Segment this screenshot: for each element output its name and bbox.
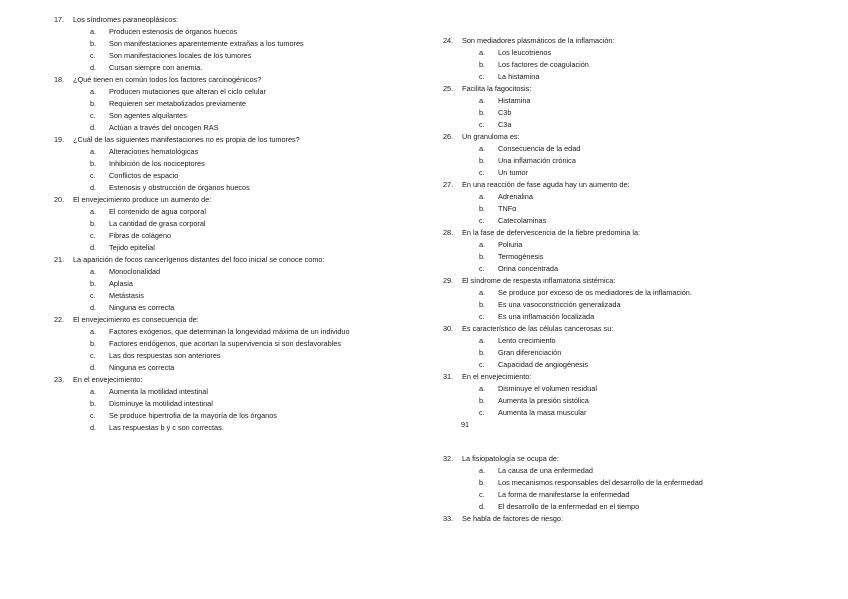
option-text: Catecolaminas [498,216,547,225]
question [54,134,394,194]
question [54,374,394,434]
answer-option [443,359,803,371]
question-text: Son mediadores plasmáticos de la inflamación: [462,36,615,45]
option-letter: a. [479,240,486,249]
option-letter: b. [90,399,97,408]
question-line [443,323,803,335]
option-letter: d. [90,183,97,192]
option-text: Metástasis [109,291,144,300]
question-text: ¿Cuál de las siguientes manifestaciones no es propia de los tumores? [73,135,300,144]
question-line [54,374,394,386]
option-text: Histamina [498,96,531,105]
answer-option [443,299,803,311]
option-letter: c. [479,168,485,177]
right-column [443,35,803,525]
option-letter: a. [479,336,486,345]
question-text: El envejecimiento produce un aumento de: [73,195,212,204]
option-text: Monoclonalidad [109,267,161,276]
question [443,513,803,525]
option-letter: a. [90,267,97,276]
option-text: Inhibición de los nociceptores [109,159,205,168]
option-letter: b. [479,396,486,405]
answer-option [54,386,394,398]
option-text: Fibras de colágeno [109,231,172,240]
question-number: 30. [443,324,454,333]
question-number: 22. [54,315,65,324]
answer-option [443,395,803,407]
question-text: Los síndromes paraneoplásicos: [73,15,179,24]
answer-option [54,206,394,218]
option-text: Actúan a través del oncogen RAS [109,123,219,132]
question-number: 19. [54,135,65,144]
answer-option [54,266,394,278]
question [443,179,803,227]
left-column [54,14,394,434]
question-text: En el envejecimiento: [73,375,143,384]
option-letter: c. [90,351,96,360]
option-letter: b. [479,60,486,69]
option-letter: d. [479,502,486,511]
answer-option [443,191,803,203]
option-text: Aplasia [109,279,133,288]
option-text: La causa de una enfermedad [498,466,593,475]
option-text: Una inflamación crónica [498,156,576,165]
answer-option [54,398,394,410]
question-line [54,194,394,206]
question-text: Es característico de las células cancerosas su: [462,324,614,333]
option-text: Es una inflamación localizada [498,312,595,321]
question-line [54,314,394,326]
answer-option [54,230,394,242]
option-letter: a. [479,192,486,201]
question [443,227,803,275]
option-text: Orina concentrada [498,264,559,273]
question-line [443,83,803,95]
question-line [54,14,394,26]
option-letter: a. [479,288,486,297]
question-text: Un granuloma es: [462,132,520,141]
question-line [54,74,394,86]
option-text: Los mecanismos responsables del desarrollo de la enfermedad [498,478,703,487]
answer-option [443,155,803,167]
answer-option [54,170,394,182]
option-text: Estenosis y obstrucción de órganos huecos [109,183,250,192]
option-letter: a. [90,387,97,396]
option-letter: c. [479,72,485,81]
answer-option [443,383,803,395]
answer-option [54,26,394,38]
question-number: 20. [54,195,65,204]
question-number: 24. [443,36,454,45]
question-number: 27. [443,180,454,189]
question-line [443,35,803,47]
answer-option [443,59,803,71]
question-text: El envejecimiento es consecuencia de: [73,315,199,324]
answer-option [54,38,394,50]
option-letter: a. [90,27,97,36]
option-letter: b. [90,159,97,168]
option-letter: b. [90,339,97,348]
option-letter: d. [90,303,97,312]
answer-option [54,326,394,338]
option-text: La cantidad de grasa corporal [109,219,206,228]
option-letter: b. [479,108,486,117]
question-number: 29. [443,276,454,285]
answer-option [443,71,803,83]
option-text: Ninguna es correcta [109,303,175,312]
question-number: 26. [443,132,454,141]
answer-option [443,489,803,501]
question-number: 23. [54,375,65,384]
question-line [54,134,394,146]
option-letter: a. [90,207,97,216]
option-letter: c. [479,312,485,321]
option-text: Ninguna es correcta [109,363,175,372]
question-number: 32. [443,454,454,463]
option-letter: b. [90,219,97,228]
question [54,254,394,314]
option-text: Conflictos de espacio [109,171,179,180]
question-line [443,275,803,287]
option-text: Lento crecimiento [498,336,556,345]
option-letter: c. [90,411,96,420]
question-line [443,513,803,525]
option-text: La forma de manifestarse la enfermedad [498,490,630,499]
option-letter: a. [479,96,486,105]
spacer [443,431,803,453]
answer-option [443,203,803,215]
option-letter: a. [479,384,486,393]
option-text: Son manifestaciones locales de los tumores [109,51,252,60]
question-number: 28. [443,228,454,237]
question-text: ¿Qué tienen en común todos los factores carcinogénicos? [73,75,262,84]
answer-option [443,239,803,251]
answer-option [443,465,803,477]
option-text: Aumenta la masa muscular [498,408,587,417]
option-letter: c. [90,291,96,300]
option-letter: d. [90,63,97,72]
answer-option [443,167,803,179]
question-text: Facilita la fagocitosis: [462,84,532,93]
option-text: Producen mutaciones que alteran el ciclo celular [109,87,266,96]
question-line [443,371,803,383]
option-text: Requieren ser metabolizados previamente [109,99,247,108]
question-number: 33. [443,514,454,523]
answer-option [443,501,803,513]
option-text: El contenido de agua corporal [109,207,206,216]
question-text: Se habla de factores de riesgo: [462,514,564,523]
question-line [443,179,803,191]
option-letter: b. [479,204,486,213]
question-text: La fisiopatología se ocupa de: [462,454,559,463]
option-text: Cursan siempre con anemia. [109,63,203,72]
option-letter: a. [479,466,486,475]
option-letter: c. [479,120,485,129]
option-text: Son manifestaciones aparentemente extrañas a los tumores [109,39,304,48]
answer-option [443,477,803,489]
answer-option [443,143,803,155]
option-text: Se produce por exceso de os mediadores de la inflamación. [498,288,692,297]
option-letter: a. [90,147,97,156]
option-letter: c. [90,171,96,180]
option-text: Capacidad de angiogénesis [498,360,589,369]
question [54,74,394,134]
question-number: 21. [54,255,65,264]
option-letter: c. [479,360,485,369]
option-text: Aumenta la presión sistólica [498,396,589,405]
option-letter: a. [90,87,97,96]
answer-option [54,410,394,422]
answer-option [443,215,803,227]
answer-option [54,86,394,98]
option-text: Consecuencia de la edad [498,144,581,153]
option-text: Alteraciones hematológicas [109,147,199,156]
option-letter: a. [90,327,97,336]
answer-option [54,146,394,158]
option-text: TNFα [498,204,517,213]
option-letter: b. [479,156,486,165]
answer-option [443,311,803,323]
option-text: Un tumor [498,168,529,177]
option-text: Las respuestas b y c son correctas. [109,423,224,432]
right-column-questions-a [443,35,803,419]
option-text: C3a [498,120,512,129]
option-text: Son agentes alquilantes [109,111,187,120]
answer-option [54,122,394,134]
option-letter: a. [479,144,486,153]
answer-option [54,218,394,230]
answer-option [443,347,803,359]
option-text: Disminuye el volumen residual [498,384,597,393]
answer-option [54,278,394,290]
question-number: 17. [54,15,65,24]
option-letter: b. [90,39,97,48]
question [443,83,803,131]
answer-option [54,302,394,314]
question [443,275,803,323]
option-letter: c. [479,408,485,417]
answer-option [54,50,394,62]
answer-option [443,263,803,275]
answer-option [54,182,394,194]
option-letter: b. [479,348,486,357]
option-letter: c. [90,231,96,240]
option-letter: d. [90,243,97,252]
option-letter: a. [479,48,486,57]
answer-option [54,350,394,362]
option-text: La histamina [498,72,540,81]
answer-option [54,62,394,74]
option-letter: b. [90,99,97,108]
answer-option [54,422,394,434]
option-text: Poliuria [498,240,523,249]
answer-option [443,335,803,347]
question-number: 31. [443,372,454,381]
question [54,314,394,374]
answer-option [54,362,394,374]
option-letter: c. [479,264,485,273]
option-text: El desarrollo de la enfermedad en el tiempo [498,502,640,511]
option-letter: c. [90,111,96,120]
option-letter: b. [90,279,97,288]
question [443,453,803,513]
answer-option [443,47,803,59]
option-letter: b. [479,252,486,261]
option-letter: d. [90,423,97,432]
question [54,14,394,74]
answer-option [443,95,803,107]
question-text: En la fase de defervescencia de la fiebre predomina la: [462,228,641,237]
option-text: Adrenalina [498,192,533,201]
option-text: Las dos respuestas son anteriores [109,351,221,360]
option-letter: d. [90,363,97,372]
option-letter: b. [479,478,486,487]
option-text: Los factores de coagulación [498,60,589,69]
question-line [443,453,803,465]
question-text: En el envejecimiento: [462,372,532,381]
answer-option [443,251,803,263]
answer-option [54,242,394,254]
question-number: 25. [443,84,454,93]
answer-option [443,287,803,299]
question [443,35,803,83]
answer-option [443,119,803,131]
option-text: Tejido epitelial [109,243,155,252]
option-letter: c. [90,51,96,60]
option-letter: d. [90,123,97,132]
option-text: Producen estenosis de órganos huecos [109,27,238,36]
option-text: Aumenta la motilidad intestinal [109,387,208,396]
question [443,131,803,179]
question-line [54,254,394,266]
option-letter: c. [479,216,485,225]
question-text: La aparición de focos cancerígenos distantes del foco inicial se conoce como: [73,255,325,264]
page-number: 91 [461,420,470,429]
option-text: Es una vasoconstricción generalizada [498,300,621,309]
question [54,194,394,254]
option-text: Termogénesis [498,252,544,261]
option-letter: b. [479,300,486,309]
answer-option [54,290,394,302]
option-text: Se produce hipertrofia de la mayoría de los órganos [109,411,277,420]
option-letter: c. [479,490,485,499]
option-text: Disminuye la motilidad intestinal [109,399,213,408]
question-number: 18. [54,75,65,84]
answer-option [443,107,803,119]
answer-option [54,110,394,122]
option-text: Los leucotrienos [498,48,552,57]
question-line [443,227,803,239]
answer-option [54,158,394,170]
answer-option [443,407,803,419]
option-text: Gran diferenciación [498,348,562,357]
answer-option [54,338,394,350]
option-text: C3b [498,108,512,117]
question-text: El síndrome de respesta inflamatoria sistémica: [462,276,616,285]
answer-option [54,98,394,110]
question [443,323,803,371]
option-text: Factores exógenos, que determinan la longevidad máxima de un individuo [109,327,350,336]
question-text: En una reacción de fase aguda hay un aumento de: [462,180,630,189]
option-text: Factores endógenos, que acortan la supervivencia si son desfavorables [109,339,342,348]
question-line [443,131,803,143]
question [443,371,803,419]
right-column-questions-b [443,453,803,525]
